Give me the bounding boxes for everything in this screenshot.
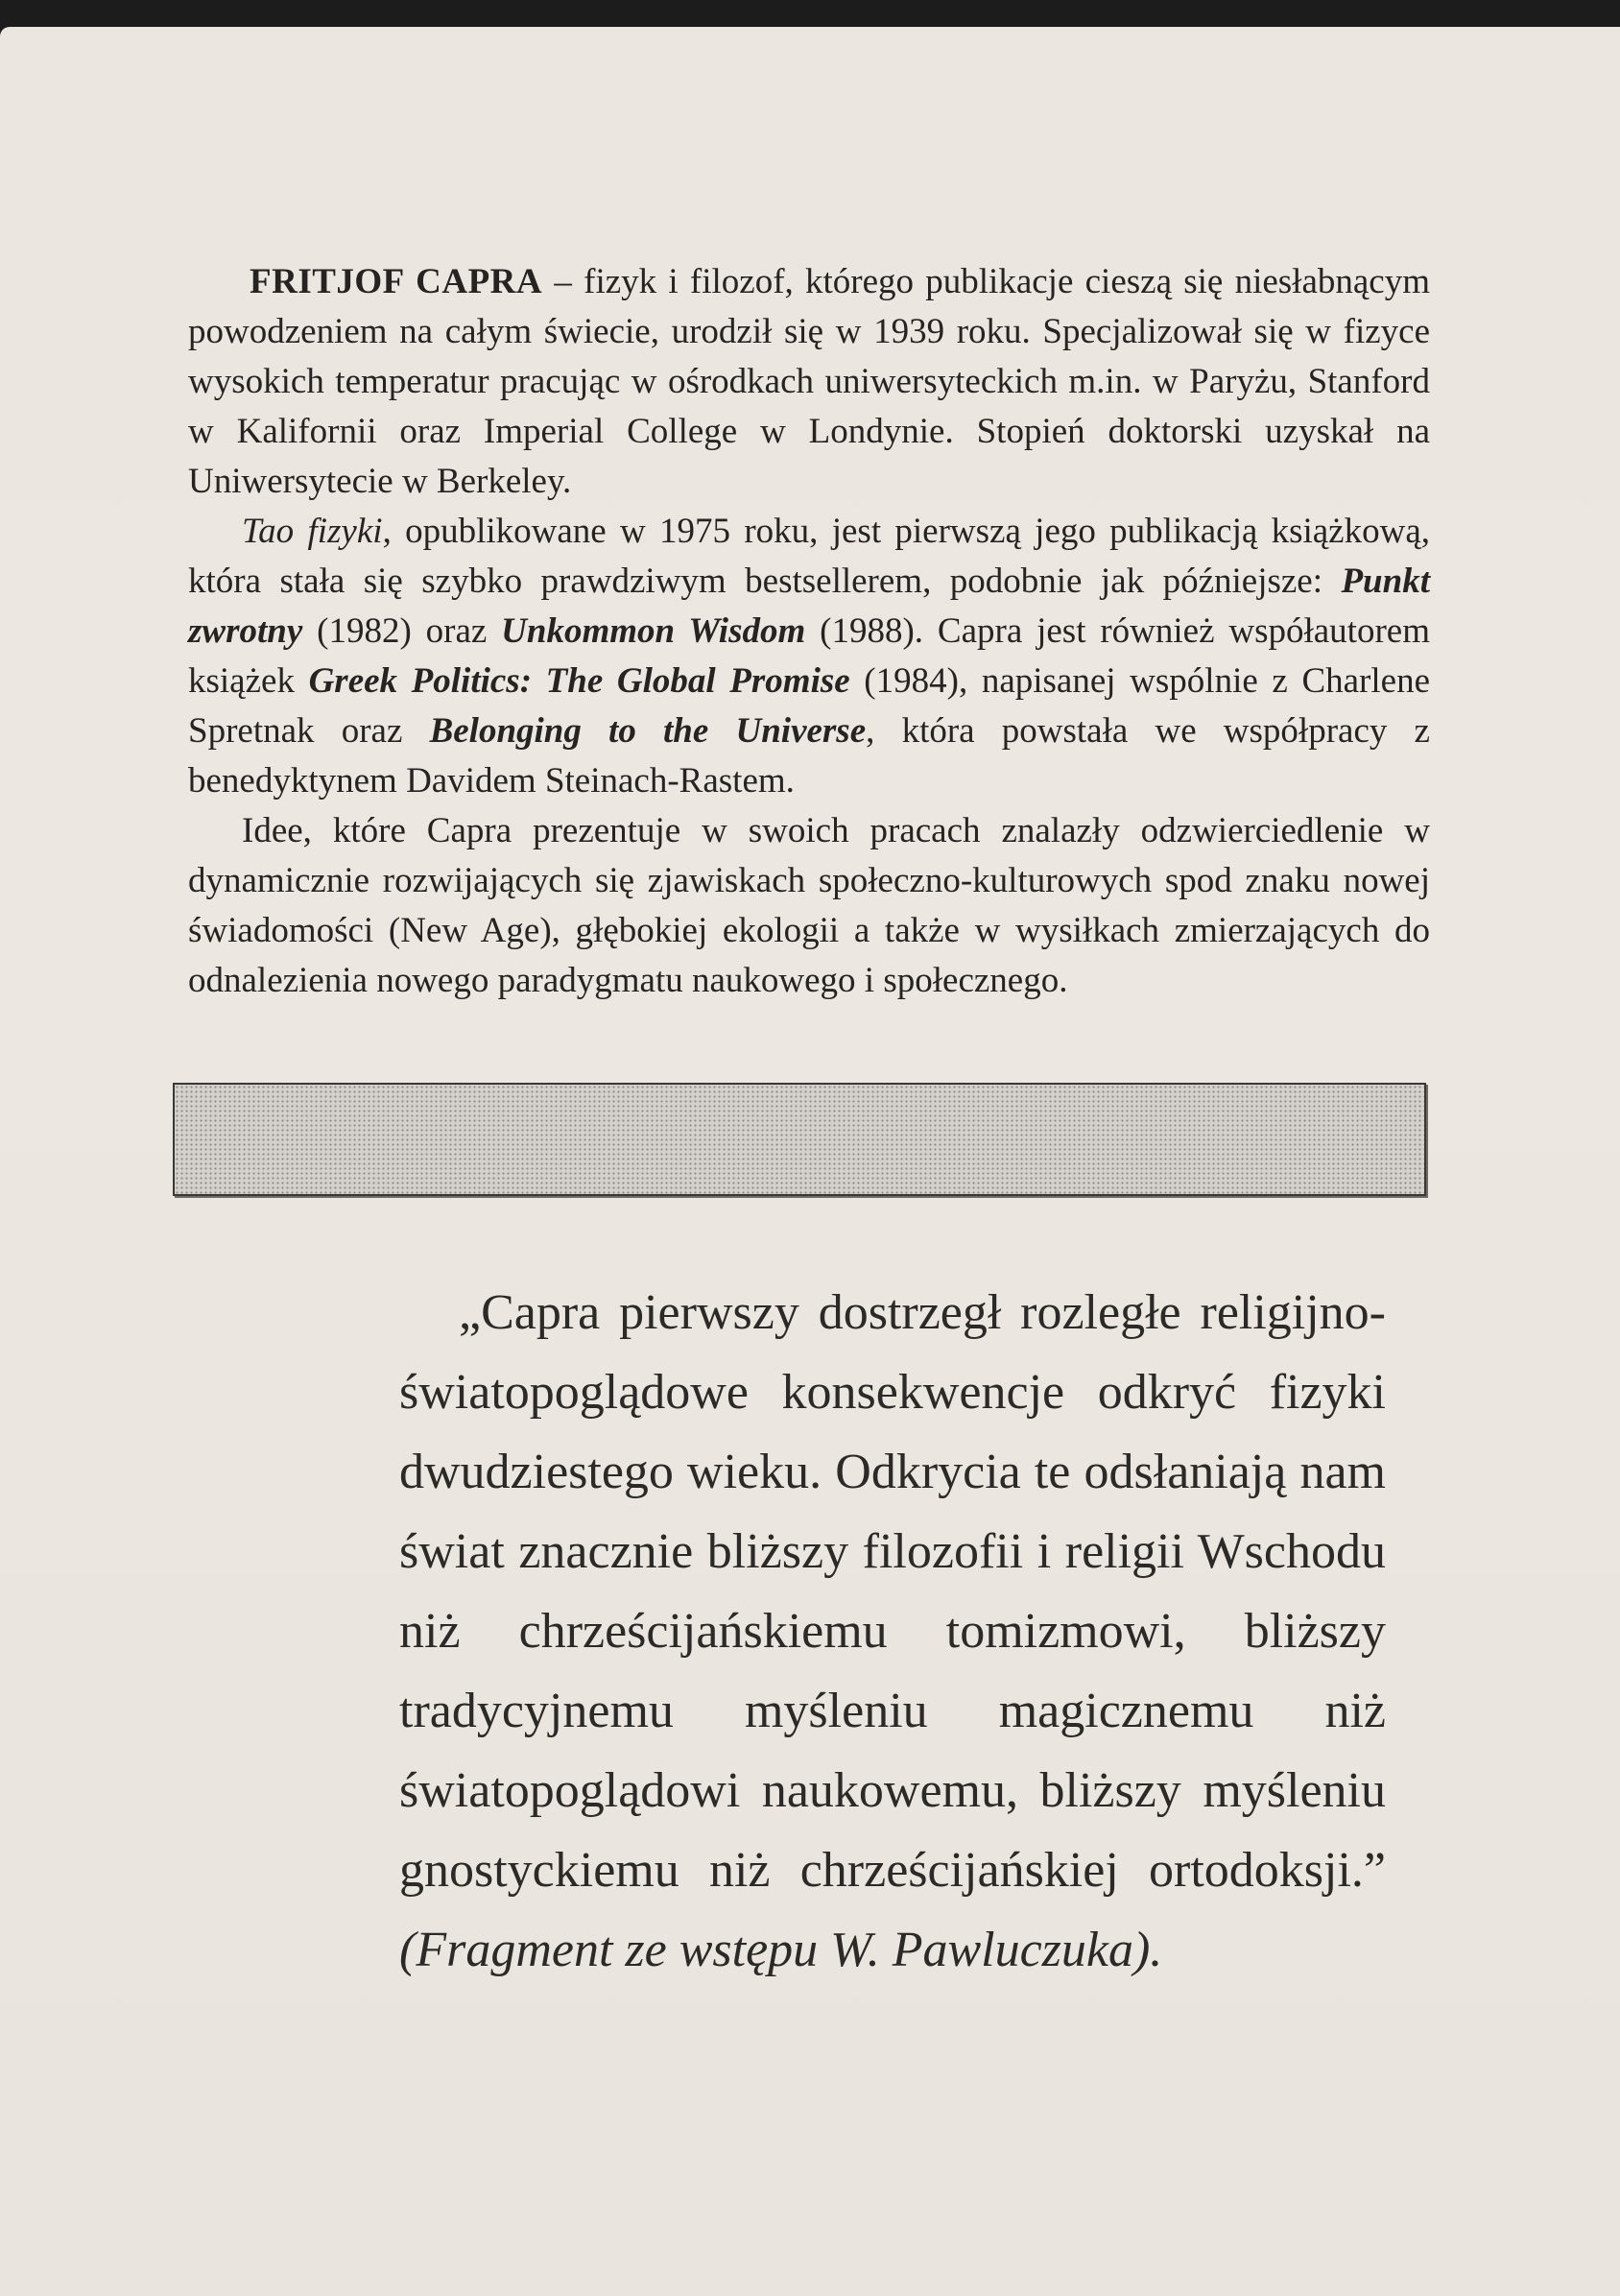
book-title-punkt: Punkt zwrotny xyxy=(188,562,1430,651)
book-title-greek: Greek Politics: The Global Promise xyxy=(308,661,850,701)
bio-paragraph-3: Idee, które Capra prezentuje w swoich pracach znalazły odzwierciedlenie w dynamicznie rozwijających się zjawiskach społeczno-kulturowych spod znaku nowej świadomości (New Age), głębokiej ekologii a także w wysiłkach zmierzających do odnalezienia nowego paradygmatu naukowego i społecznego. xyxy=(188,811,1430,1000)
bio-text-2c: (1988). Capra jest również współautorem książek xyxy=(188,611,1430,701)
pull-quote xyxy=(399,1273,1386,1990)
bio-paragraph-1 xyxy=(188,257,1430,507)
back-cover xyxy=(0,27,1620,2296)
author-name: FRITJOF CAPRA xyxy=(250,262,543,301)
quote-paragraph xyxy=(399,1273,1386,1990)
quote-text: „Capra pierwszy dostrzegł rozległe religijno-światopoglądowe konsekwencje odkryć fizyki dwudziestego wieku. Odkrycia te odsłaniają nam świat znacznie bliższy filozofii i religii Wschodu niż chrześcijańskiemu tomizmowi, bliższy tradycyjnemu myśleniu magicznemu niż światopoglądowi naukowemu, bliższy myśleniu gnostyckiemu niż chrześcijańskiej ortodoksji.” xyxy=(399,1285,1386,1898)
author-bio xyxy=(188,257,1430,1006)
bio-text-2d: (1984), napisanej wspólnie z Charlene Spretnak oraz xyxy=(188,661,1430,751)
bio-text-2b: (1982) oraz xyxy=(302,611,502,651)
book-title-unkommon: Unkommon Wisdom xyxy=(501,611,806,651)
bio-text-2e: , która powstała we współpracy z benedyktynem Davidem Steinach-Rastem. xyxy=(188,711,1430,801)
bio-paragraph-2 xyxy=(188,507,1430,806)
halftone-band xyxy=(173,1083,1426,1196)
quote-source: (Fragment ze wstępu W. Pawluczuka). xyxy=(399,1923,1163,1977)
book-title-tao: Tao fizyki xyxy=(242,512,383,551)
bio-text-2a: , opublikowane w 1975 roku, jest pierwszą jego publikacją książkową, która stała się szybko prawdziwym bestsellerem, podobnie jak późniejsze: xyxy=(188,512,1430,601)
book-title-belonging: Belonging to the Universe xyxy=(429,711,867,751)
bio-text-1: – fizyk i filozof, którego publikacje cieszą się niesłabnącym powodzeniem na całym świecie, urodził się w 1939 roku. Specjalizował się w fizyce wysokich temperatur pracując w ośrodkach uniwersyteckich m.in. w Paryżu, Stanford w Kalifornii oraz Imperial College w Londynie. Stopień doktorski uzyskał na Uniwersytecie w Berkeley. xyxy=(188,262,1430,501)
